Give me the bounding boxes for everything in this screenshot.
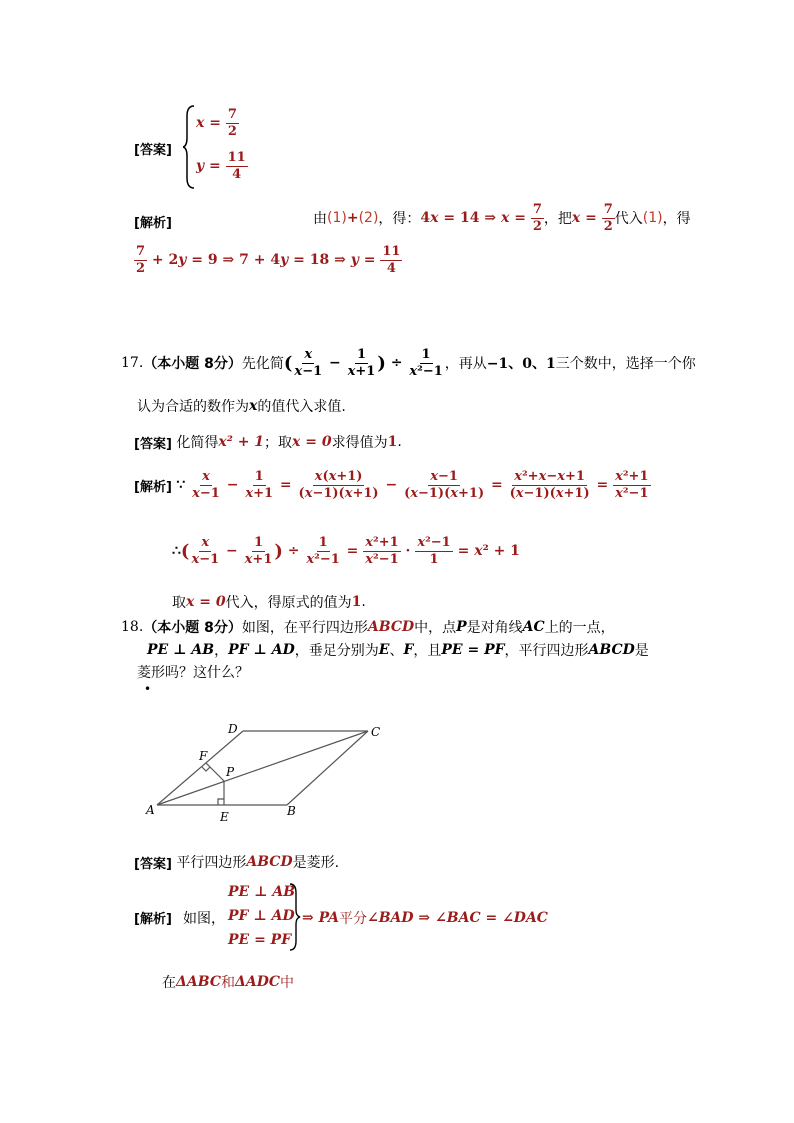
analysis-step1: 由 (1) + (2) ，得： 4 x = 14 ⇒ x = $\frac{7}{2}$ ，把 x = $\frac{7}{2}$ 代入 (1) ，得 [313,202,691,234]
plus-sign: + [346,210,359,227]
math: F [403,642,414,658]
text: ；取 [264,435,293,451]
label-C: C [371,725,381,739]
text: 和 [220,975,235,991]
equation-ref: (1) [642,210,663,227]
math: ∠BAD ⇒ ∠BAC = ∠DAC [366,910,548,926]
math: AC [522,619,545,635]
label-P: P [226,765,235,779]
math: x = 0 [292,434,332,450]
text: 上的一点， [544,620,615,636]
math: x² + 1 [218,434,265,450]
analysis-18-conclusion [302,908,548,928]
text: ，平行四边形 [504,643,589,659]
segment-BC [287,731,368,805]
answer-17 [134,432,402,452]
parallelogram-figure [140,718,390,828]
answer-18 [134,852,339,872]
text: 先化简 [241,356,284,373]
system-line: PE ⊥ AB [228,884,296,900]
question-points: （本小题 8分） [143,620,242,636]
label-D: D [228,722,238,736]
math: PE = PF [441,642,505,658]
label-A: A [146,803,155,817]
text: . [361,594,366,610]
text: 化简得 [176,435,219,451]
therefore-symbol: ∴ [172,543,181,560]
question-points: （本小题 8分） [143,356,242,373]
text: 是对角线 [466,620,523,636]
math: PF ⊥ AD [228,642,295,658]
math: P [456,619,467,635]
analysis-17-line2: ∴ ( $\frac{x}{x-1}$ − $\frac{1}{x+1}$ ) ÷ $\frac{1}{\text{x²−1}}$ = $\frac{\text{x²+1}}{\text{x²−1}}$ · $\frac{\text{x²−1}}{1}$ = x² + 1 [172,535,520,567]
text: . [397,434,402,450]
question-17: 17. （本小题 8分） 先化简 ( $\frac{x}{x-1}$ − $\frac{1}{x+1}$ ) ÷ $\frac{1}{\text{x²−1}}$ ，再从 −1、0、1 三个数中，选择一个你 [121,347,696,379]
text: ，得： [378,211,421,228]
analysis-18-last [162,972,294,992]
math: ABCD [367,619,415,635]
equation-ref: (1) [327,210,347,227]
text: 、 [389,643,404,659]
question-18 [121,617,615,637]
right-angle-F [202,767,210,771]
answer-label: [答案] [134,143,172,158]
text: 平行四边形 [176,855,247,871]
text: ，再从 [444,356,487,373]
text: 中，点 [414,620,457,636]
because-symbol: ∵ [176,477,186,494]
analysis-17-final [172,592,366,612]
system-line: PF ⊥ AD [228,908,295,924]
analysis-label: [解析] [134,216,172,231]
answer-label: [答案] [134,856,172,872]
math: 1 [387,434,398,450]
text: 如图，在平行四边形 [241,620,368,636]
text: 是 [634,643,649,659]
text: 认为合适的数作为 [137,399,249,415]
analysis-label: [解析] [134,912,172,927]
answer-x: x = $\frac{7}{2}$ [196,107,237,139]
equation-ref: (2) [358,210,379,227]
math: ABCD [246,854,293,870]
segment-PF [206,763,224,781]
question-number: 17. [121,355,144,372]
right-angle-E [218,799,224,805]
math: ΔABC [176,974,221,990]
text: 代入，得原式的值为 [225,595,352,611]
text: 如图， [183,911,225,927]
text: 是菱形. [292,855,340,871]
text: 的值代入求值. [257,399,346,415]
text: ，垂足分别为 [294,643,379,659]
text: 代入 [614,211,643,228]
answer-y: y = $\frac{11}{4}$ [196,150,246,182]
system-brace [183,104,197,190]
math: x = 0 [186,594,226,610]
math: ΔADC [234,974,280,990]
system-line: PE = PF [228,932,292,948]
diagonal-AC [157,731,368,805]
system-brace [289,882,301,952]
variable: x [249,398,258,414]
text: 中 [279,975,294,991]
analysis-label: [解析] [134,479,172,495]
answer-label: [答案] [134,436,172,452]
text: 三个数中，选择一个你 [555,356,696,373]
text: ，得 [662,211,691,228]
math: ⇒ PA [302,910,339,926]
label-F: F [199,749,208,763]
label-E: E [220,810,229,824]
math: E [378,642,390,658]
text: ， [214,643,229,659]
text: 由 [313,211,327,228]
analysis-17-line1: [解析] ∵ $\frac{x}{x-1}$ − $\frac{1}{x+1}$ = $\frac{x(x+1)}{(x-1)(x+1)}$ − $\frac{x-1}{(x-1)(x+1)}$ = $\frac{\text{x²+x−x+1}}{(x-1)(x+1)}$ = $\frac{\text{x²+1}}{\text{x²−1}}$ [134,469,649,501]
question-18-line2 [147,640,649,660]
text: ，且 [413,643,442,659]
text: ，把 [543,211,572,228]
question-number: 18. [121,619,144,635]
bullet: • [144,682,152,696]
question-18-line3: 菱形吗？这什么？ [137,665,249,681]
math: 1 [351,594,362,610]
text: 取 [172,595,186,611]
math: PE ⊥ AB [147,642,215,658]
math: ABCD [588,642,635,658]
text: 求得值为 [331,435,388,451]
label-B: B [287,804,296,818]
text: 在 [162,975,176,991]
text: 平分 [338,911,367,927]
numbers: −1、0、1 [486,356,556,373]
analysis-step2: $\frac{7}{2}$ + 2 y = 9 ⇒ 7 + 4 y = 18 ⇒ y = $\frac{11}{4}$ [136,244,401,276]
question-17-line2 [137,396,346,416]
